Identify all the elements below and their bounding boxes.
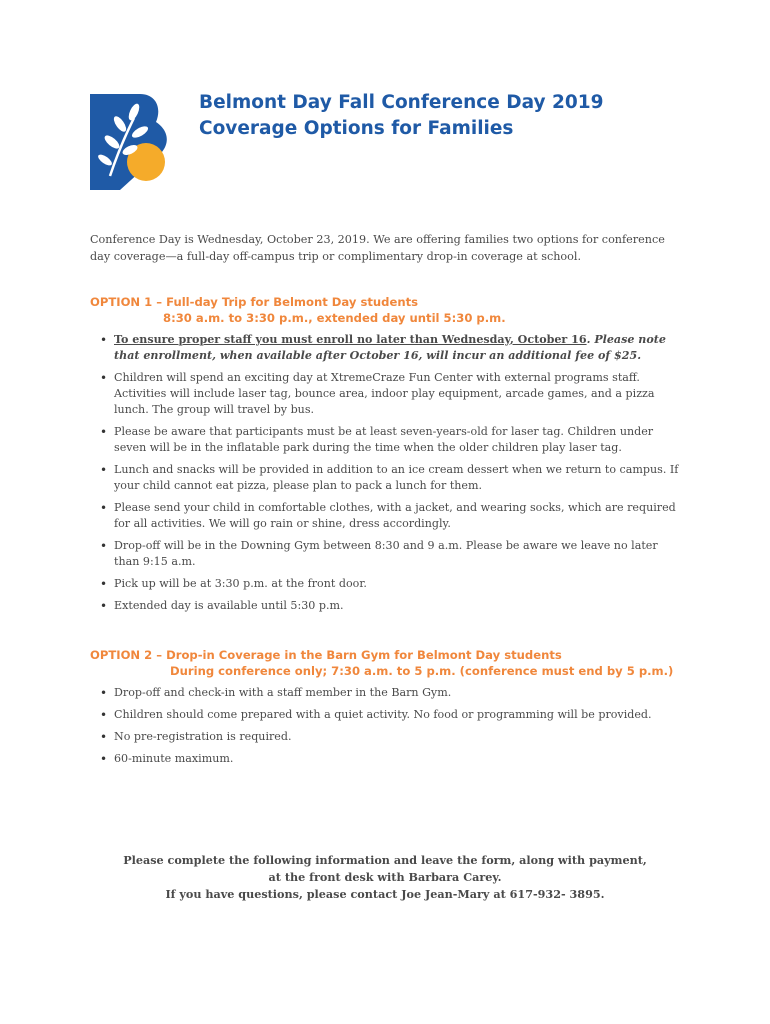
list-item: • Please be aware that participants must be at least seven-years-old for laser tag. Children under seven will be in the inflatable park during the time when the older children play laser tag.: [100, 424, 685, 456]
option1-bullet-list: [100, 332, 685, 614]
list-item: • Drop-off and check-in with a staff member in the Barn Gym.: [100, 685, 685, 701]
closing-line-3: If you have questions, please contact Joe Jean-Mary at 617-932- 3895.: [165, 887, 605, 901]
closing-line-2: at the front desk with Barbara Carey.: [268, 870, 502, 884]
title-line-1: Belmont Day Fall Conference Day 2019: [199, 92, 604, 113]
list-item: • Extended day is available until 5:30 p.m.: [100, 598, 685, 614]
list-item: • Drop-off will be in the Downing Gym between 8:30 and 9 a.m. Please be aware we leave no later than 9:15 a.m.: [100, 538, 685, 570]
list-item: • Pick up will be at 3:30 p.m. at the front door.: [100, 576, 685, 592]
list-item: • Children should come prepared with a quiet activity. No food or programming will be provided.: [100, 707, 685, 723]
option1-title: OPTION 1 – Full-day Trip for Belmont Day students: [90, 295, 419, 309]
list-item: • Please send your child in comfortable clothes, with a jacket, and wearing socks, which are required for all activities. We will go rain or shine, dress accordingly.: [100, 500, 685, 532]
closing-instructions: [90, 852, 680, 903]
list-item: • Children will spend an exciting day at XtremeCraze Fun Center with external programs staff. Activities will include laser tag, bounce area, indoor play equipment, arcade games, and a pizza lunch. The group will travel by bus.: [100, 370, 685, 418]
late-fee-note: . Please note that enrollment, when available after October 16, will incur an additional fee of $25.: [114, 333, 666, 362]
option2-heading: [90, 647, 673, 679]
list-item: • 60-minute maximum.: [100, 751, 685, 767]
option2-title: OPTION 2 – Drop-in Coverage in the Barn Gym for Belmont Day students: [90, 648, 562, 662]
list-item: • No pre-registration is required.: [100, 729, 685, 745]
closing-line-1: Please complete the following information and leave the form, along with payment,: [123, 853, 647, 867]
intro-paragraph: Conference Day is Wednesday, October 23, 2019. We are offering families two options for conference day coverage—a full-day off-campus trip or complimentary drop-in coverage at school.: [90, 233, 665, 263]
title-line-2: Coverage Options for Families: [199, 118, 514, 139]
option1-heading: [90, 294, 506, 326]
enroll-deadline-text: To ensure proper staff you must enroll no later than Wednesday, October 16: [114, 333, 587, 346]
option1-subtitle: 8:30 a.m. to 3:30 p.m., extended day until 5:30 p.m.: [163, 311, 506, 325]
page-title: [199, 90, 603, 142]
option2-subtitle: During conference only; 7:30 a.m. to 5 p.m. (conference must end by 5 p.m.): [170, 664, 674, 678]
list-item: [100, 332, 685, 364]
list-item: • Lunch and snacks will be provided in addition to an ice cream dessert when we return to campus. If your child cannot eat pizza, please plan to pack a lunch for them.: [100, 462, 685, 494]
option2-bullet-list: [100, 685, 685, 767]
belmont-day-logo: [90, 94, 170, 190]
